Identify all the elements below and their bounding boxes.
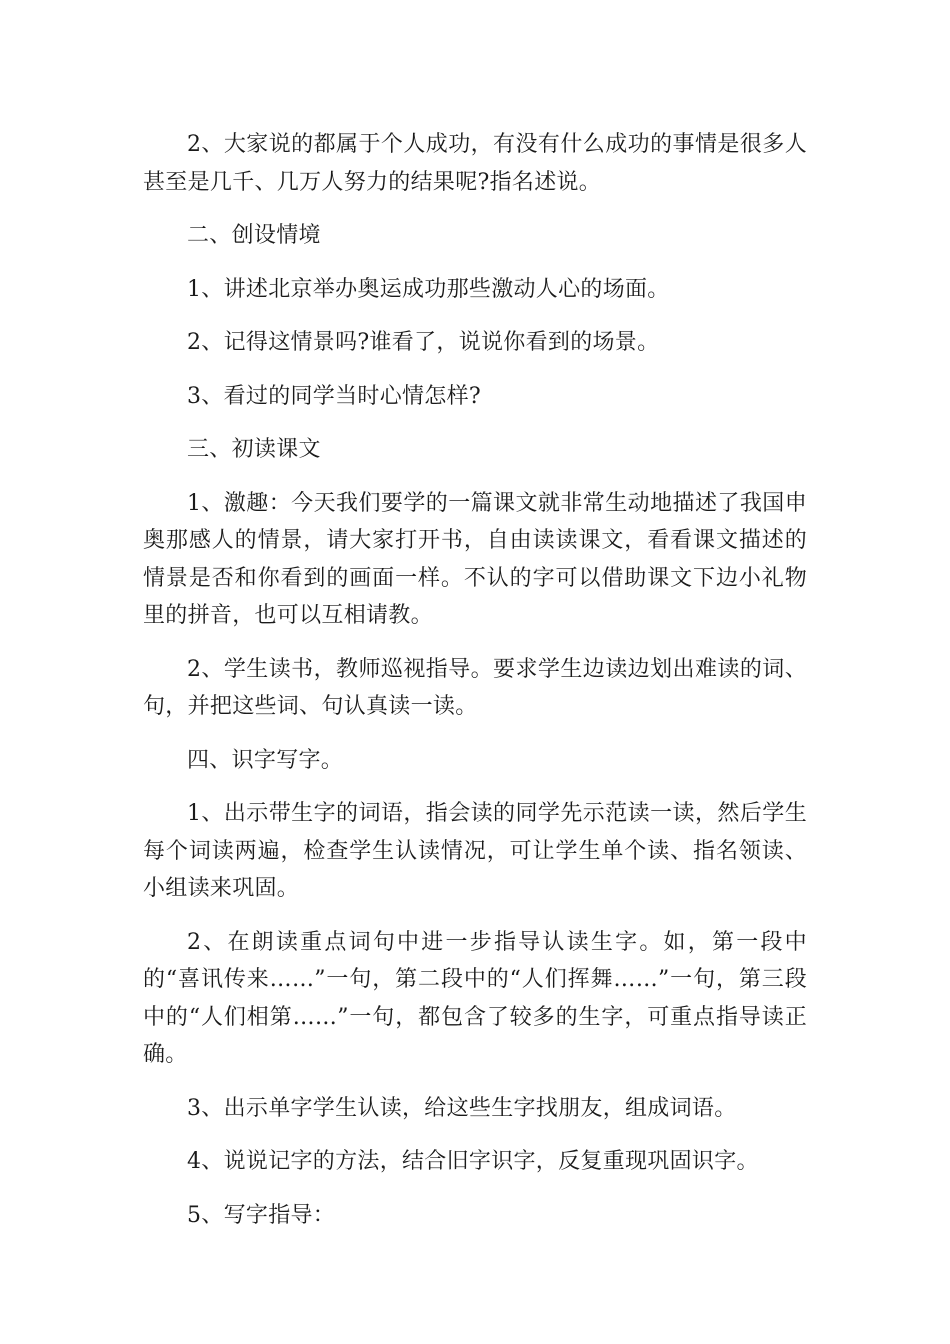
section-heading-first-reading: 三、初读课文 [187,437,321,462]
paragraph-item-4-memory-methods: 4、说说记字的方法，结合旧字识字，反复重现巩固识字。 [187,1149,759,1174]
section-heading-literacy-writing: 四、识字写字。 [187,747,344,773]
paragraph-item-3-single-characters: 3、出示单字学生认读，给这些生字找朋友，组成词语。 [187,1095,737,1121]
paragraph-item-2-key-sentences: 2、在朗读重点词句中进一步指导认读生字。如，第一段中的“喜讯传来……”一句，第二段中的“人们挥舞……”一句，第三段中的“人们相第……”一句，都包含了较多的生字，可重点指导读正确。 [143,929,807,1067]
paragraph-item-1-motivation: 1、激趣：今天我们要学的一篇课文就非常生动地描述了我国申奥那感人的情景，请大家打开书，自由读读课文，看看课文描述的情景是否和你看到的画面一样。不认的字可以借助课文下边小礼物里的拼音，也可以互相请教。 [143,490,807,628]
paragraph-item-5-writing-guidance: 5、写字指导： [187,1202,336,1228]
paragraph-item-1-show-words: 1、出示带生字的词语，指会读的同学先示范读一读，然后学生每个词读两遍，检查学生认读情况，可让学生单个读、指名领读、小组读来巩固。 [143,801,807,901]
section-heading-create-scene: 二、创设情境 [187,223,321,248]
paragraph-item-2-remember-scene: 2、记得这情景吗?谁看了，说说你看到的场景。 [187,330,660,355]
paragraph-item-2-discussion: 2、大家说的都属于个人成功，有没有什么成功的事情是很多人甚至是几千、几万人努力的结果呢?指名述说。 [143,132,807,195]
document-page [143,126,807,1250]
paragraph-item-1-beijing-olympics: 1、讲述北京举办奥运成功那些激动人心的场面。 [187,276,670,302]
paragraph-item-2-students-read: 2、学生读书，教师巡视指导。要求学生边读边划出难读的词、句，并把这些词、句认真读一读。 [143,656,807,719]
paragraph-item-3-feelings: 3、看过的同学当时心情怎样? [187,383,481,409]
